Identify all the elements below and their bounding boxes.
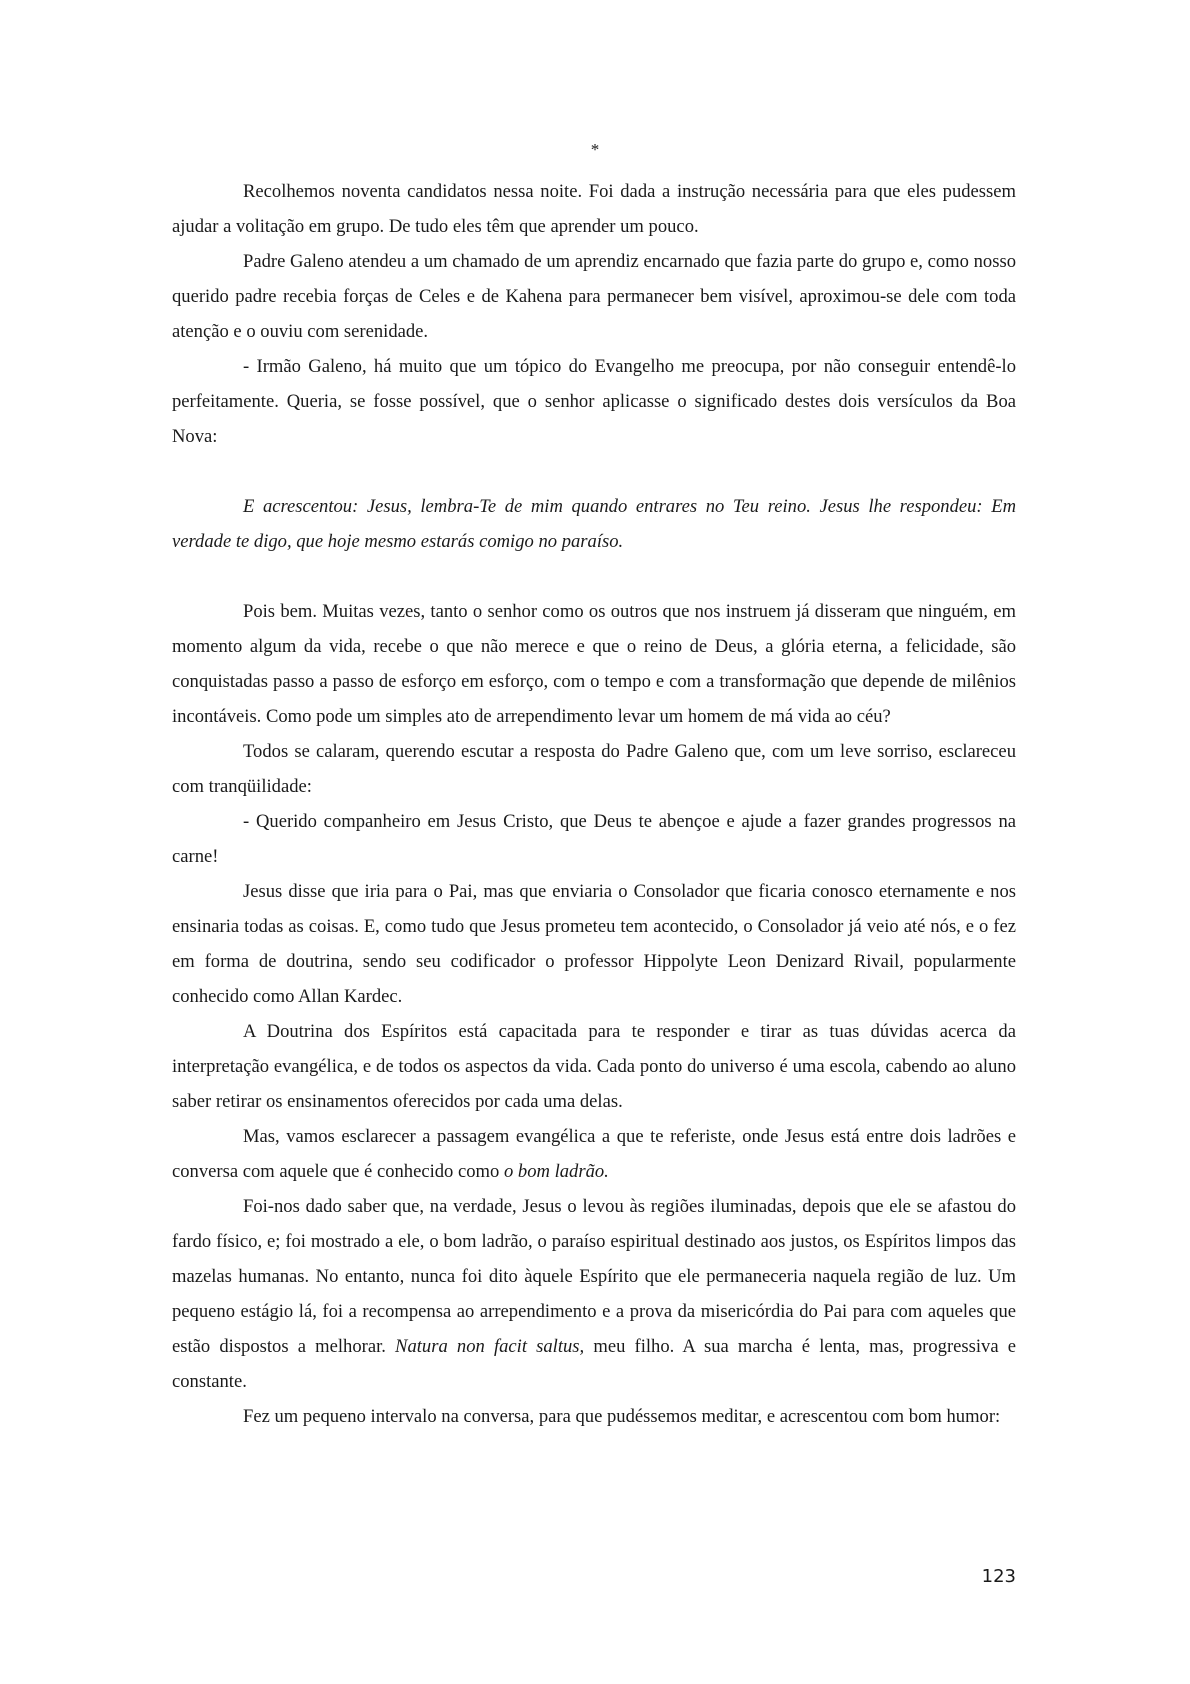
italic-phrase: o bom ladrão. (503, 1161, 609, 1182)
paragraph-text: meu filho. A sua marcha é lenta, mas, progressiva e constante. (172, 1336, 1017, 1392)
section-separator: * (590, 140, 600, 159)
paragraph (172, 1189, 1016, 1399)
paragraph: Jesus disse que iria para o Pai, mas que enviaria o Consolador que ficaria conosco eternamente e nos ensinaria todas as coisas. E, como tudo que Jesus prometeu tem acontecido, o Consolador já veio até nós, e o fez em forma de doutrina, sendo seu codificador o professor Hippolyte Leon Denizard Rivail, popularmente conhecido como Allan Kardec. (172, 881, 1016, 1007)
paragraph: Recolhemos noventa candidatos nessa noite. Foi dada a instrução necessária para que eles pudessem ajudar a volitação em grupo. De tudo eles têm que aprender um pouco. (172, 181, 1016, 237)
dialogue-paragraph: - Irmão Galeno, há muito que um tópico do Evangelho me preocupa, por não conseguir entendê-lo perfeitamente. Queria, se fosse possível, que o senhor aplicasse o significado destes dois versículos da Boa Nova: (172, 356, 1016, 447)
paragraph: Fez um pequeno intervalo na conversa, para que pudéssemos meditar, e acrescentou com bom humor: (243, 1406, 1001, 1427)
body-text (172, 174, 1016, 1434)
paragraph-text: Foi-nos dado saber que, na verdade, Jesus o levou às regiões iluminadas, depois que ele se afastou do fardo físico, e; foi mostrado a ele, o bom ladrão, o paraíso espiritual destinado aos justos, os Espíritos limpos das mazelas humanas. No entanto, nunca foi dito àquele Espírito que ele permaneceria naquela região de luz. Um pequeno estágio lá, foi a recompensa ao arrependimento e a prova da misericórdia do Pai para com aqueles que estão dispostos a melhorar. (172, 1196, 1016, 1357)
paragraph: Padre Galeno atendeu a um chamado de um aprendiz encarnado que fazia parte do grupo e, como nosso querido padre recebia forças de Celes e de Kahena para permanecer bem visível, aproximou-se dele com toda atenção e o ouviu com serenidade. (172, 251, 1016, 342)
paragraph: Pois bem. Muitas vezes, tanto o senhor como os outros que nos instruem já disseram que ninguém, em momento algum da vida, recebe o que não merece e que o reino de Deus, a glória eterna, a felicidade, são conquistadas passo a passo de esforço em esforço, com o tempo e com a transformação que depende de milênios incontáveis. Como pode um simples ato de arrependimento levar um homem de má vida ao céu? (172, 601, 1016, 727)
dialogue-paragraph: - Querido companheiro em Jesus Cristo, que Deus te abençoe e ajude a fazer grandes progressos na carne! (172, 811, 1016, 867)
paragraph: Todos se calaram, querendo escutar a resposta do Padre Galeno que, com um leve sorriso, esclareceu com tranqüilidade: (172, 741, 1016, 797)
italic-phrase: Natura non facit saltus, (395, 1336, 585, 1357)
gospel-quote: E acrescentou: Jesus, lembra-Te de mim quando entrares no Teu reino. Jesus lhe respondeu: Em verdade te digo, que hoje mesmo estarás comigo no paraíso. (172, 496, 1016, 552)
paragraph (172, 1119, 1016, 1189)
paragraph-text: Mas, vamos esclarecer a passagem evangélica a que te referiste, onde Jesus está entre dois ladrões e conversa com aquele que é conhecido como (172, 1126, 1016, 1182)
paragraph: A Doutrina dos Espíritos está capacitada para te responder e tirar as tuas dúvidas acerca da interpretação evangélica, e de todos os aspectos da vida. Cada ponto do universo é uma escola, cabendo ao aluno saber retirar os ensinamentos oferecidos por cada uma delas. (172, 1021, 1016, 1112)
page-number: 123 (981, 1566, 1016, 1587)
